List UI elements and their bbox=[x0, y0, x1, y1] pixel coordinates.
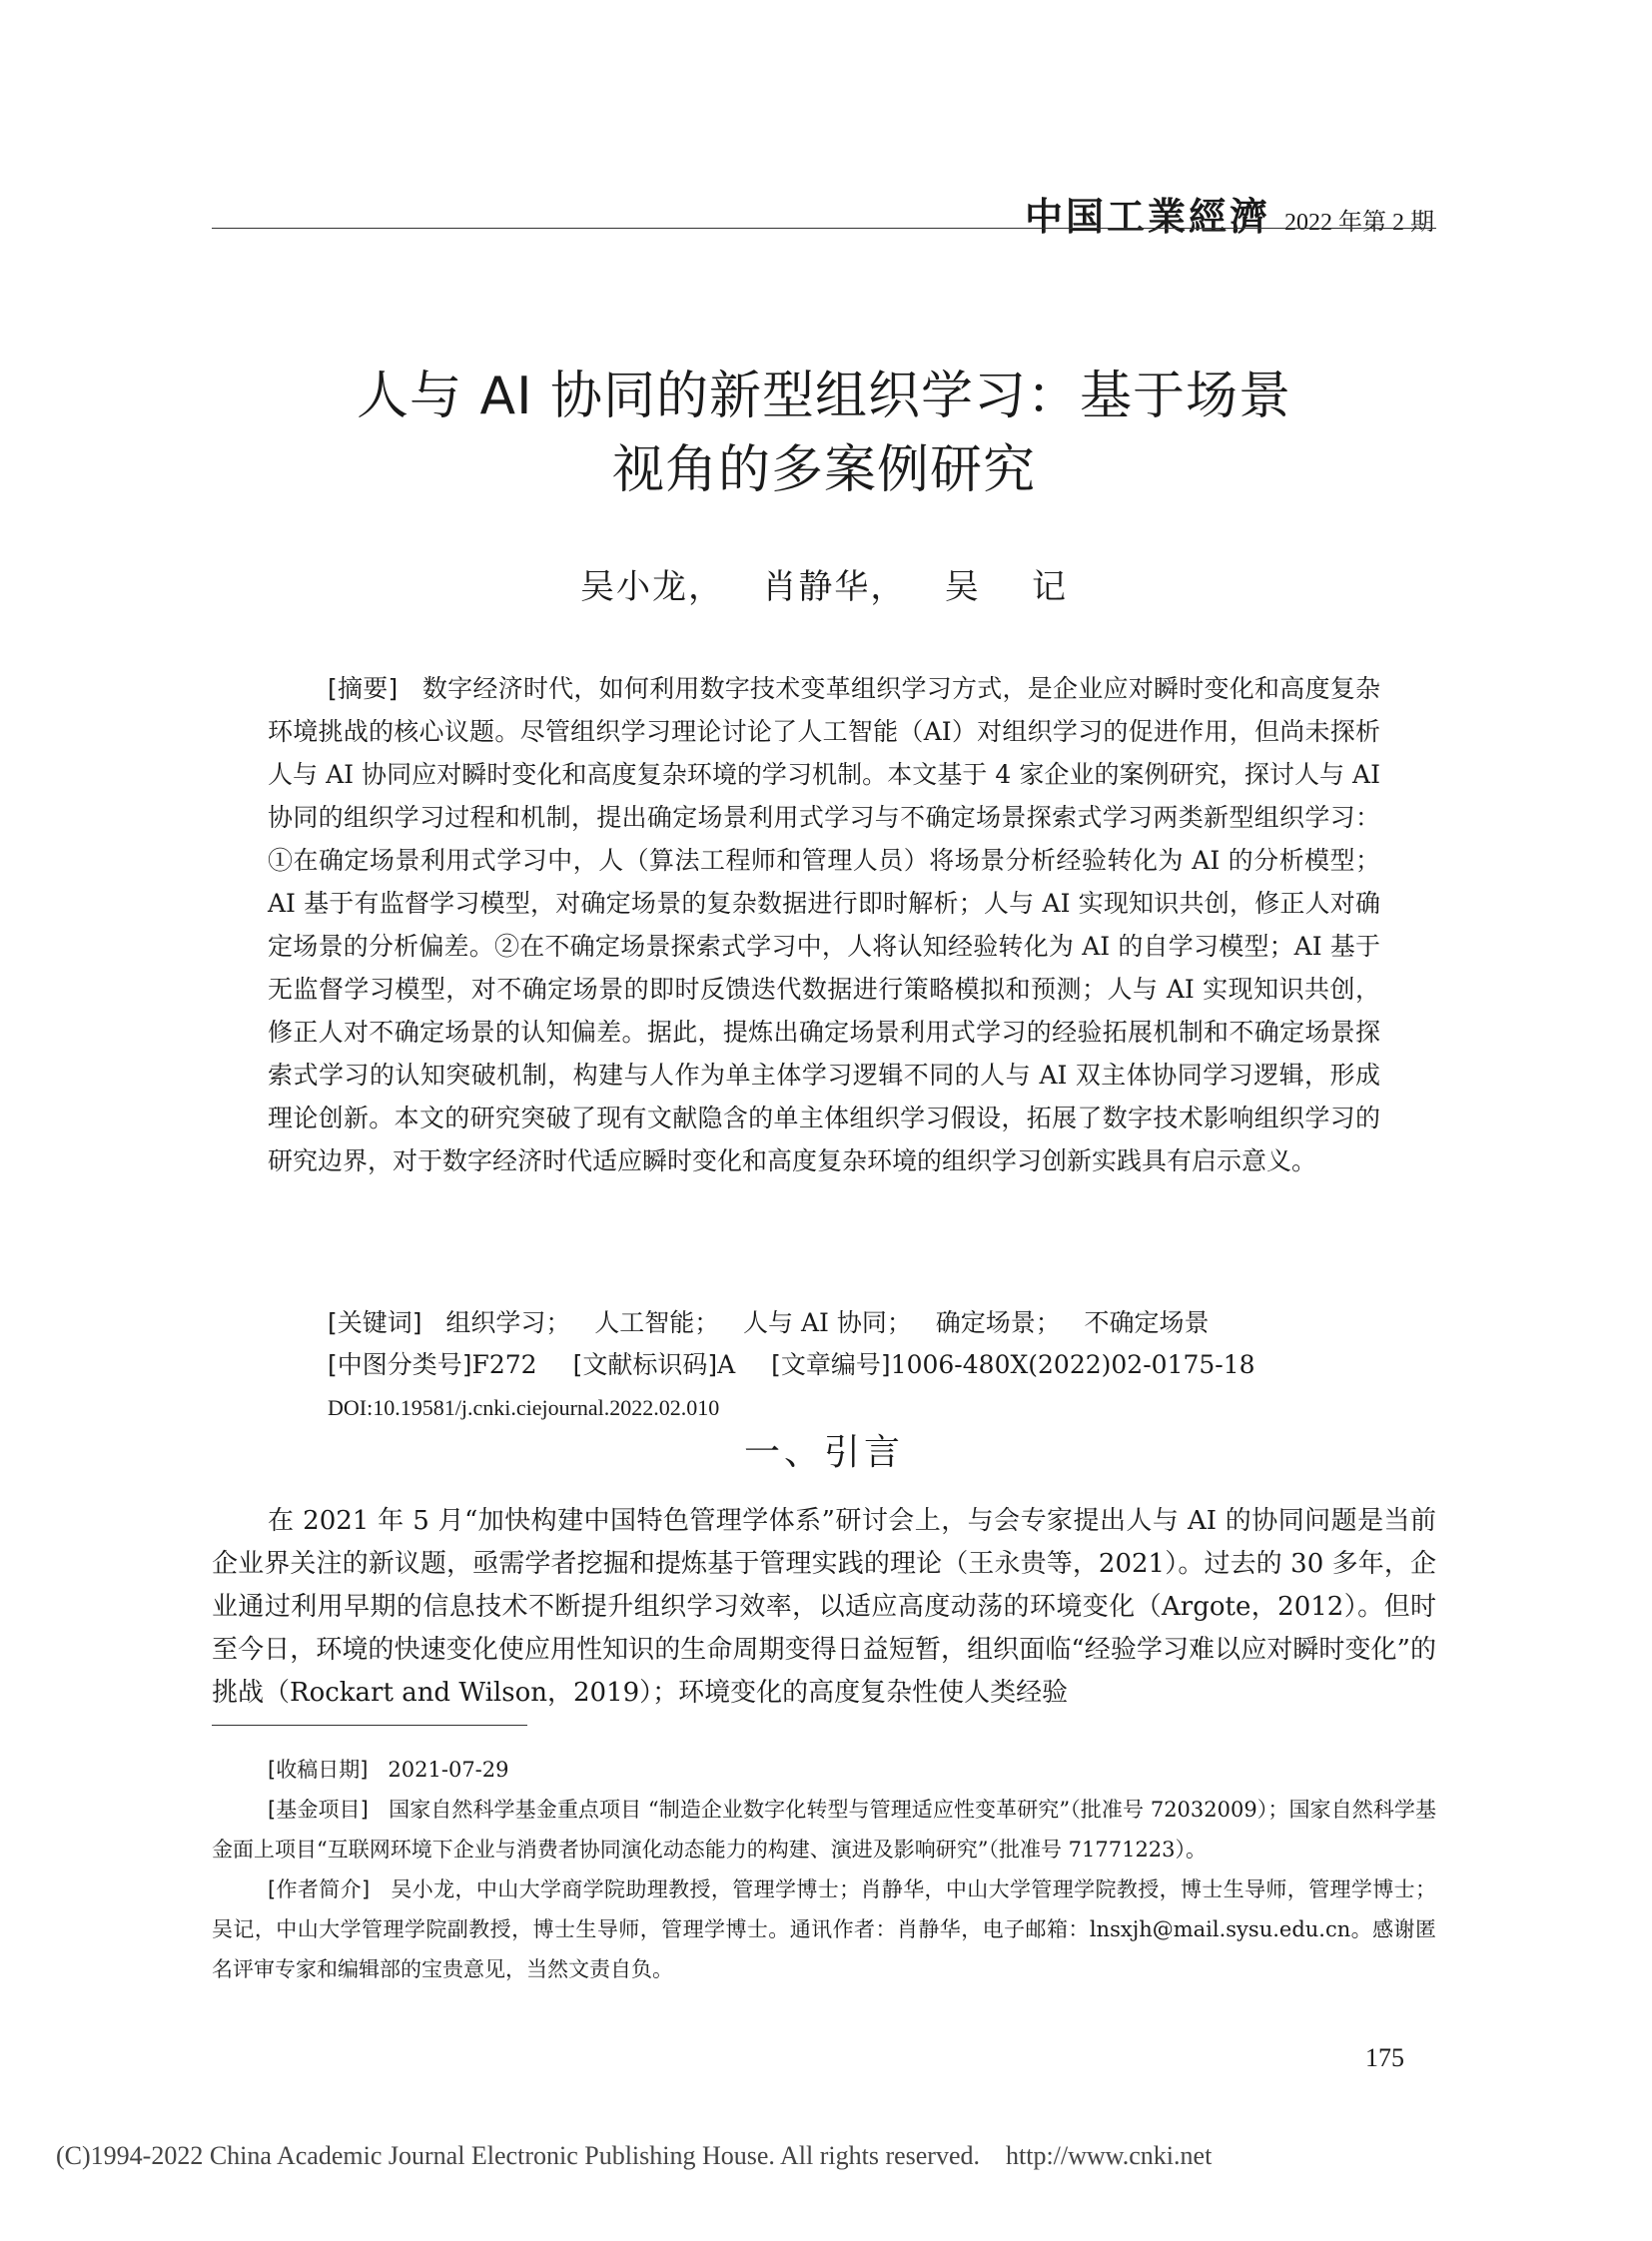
author-list: 吴小龙， 肖静华， 吴 记 bbox=[579, 567, 1069, 607]
page-number: 175 bbox=[1365, 2043, 1404, 2072]
title-line-2: 视角的多案例研究 bbox=[611, 440, 1036, 500]
article-no-value: 1006-480X(2022)02-0175-18 bbox=[890, 1350, 1255, 1379]
copyright-text: (C)1994-2022 China Academic Journal Electronic Publishing House. All rights reserved. bbox=[56, 2141, 980, 2170]
keywords bbox=[328, 1302, 1386, 1344]
abstract-text: 数字经济时代，如何利用数字技术变革组织学习方式，是企业应对瞬时变化和高度复杂环境挑战的核心议题。尽管组织学习理论讨论了人工智能（AI）对组织学习的促进作用，但尚未探析人与 AI 协同应对瞬时变化和高度复杂环境的学习机制。本文基于 4 家企业的案例研究，探讨人与 AI 协同的组织学习过程和机制，提出确定场景利用式学习与不确定场景探索式学习两类新型组织学习：①在确定场景利用式学习中，人（算法工程师和管理人员）将场景分析经验转化为 AI 的分析模型；AI 基于有监督学习模型，对确定场景的复杂数据进行即时解析；人与 AI 实现知识共创，修正人对确定场景的分析偏差。②在不确定场景探索式学习中，人将认知经验转化为 AI 的自学习模型；AI 基于无监督学习模型，对不确定场景的即时反馈迭代数据进行策略模拟和预测；人与 AI 实现知识共创，修正人对不确定场景的认知偏差。据此，提炼出确定场景利用式学习的经验拓展机制和不确定场景探索式学习的认知突破机制，构建与人作为单主体学习逻辑不同的人与 AI 双主体协同学习逻辑，形成理论创新。本文的研究突破了现有文献隐含的单主体组织学习假设，拓展了数字技术影响组织学习的研究边界，对于数字经济时代适应瞬时变化和高度复杂环境的组织学习创新实践具有启示意义。 bbox=[268, 674, 1380, 1175]
title-line-1: 人与 AI 协同的新型组织学习：基于场景 bbox=[357, 367, 1291, 426]
running-header bbox=[1025, 186, 1434, 241]
doi: DOI:10.19581/j.cnki.ciejournal.2022.02.010 bbox=[328, 1395, 720, 1420]
clc-value: F272 bbox=[471, 1350, 537, 1379]
doc-code-label: [文献标识码] bbox=[572, 1350, 718, 1379]
classification-line bbox=[328, 1344, 1386, 1386]
author-info-text: 吴小龙，中山大学商学院助理教授，管理学博士；肖静华，中山大学管理学院教授，博士生导师，管理学博士；吴记，中山大学管理学院副教授，博士生导师，管理学博士。通讯作者：肖静华，电子邮箱：lnsxjh@mail.sysu.edu.cn。感谢匿名评审专家和编辑部的宝贵意见，当然文责自负。 bbox=[212, 1877, 1437, 1981]
journal-issue: 2022 年第 2 期 bbox=[1284, 210, 1434, 236]
section-heading: 一、引言 bbox=[743, 1432, 904, 1473]
abstract-label: [摘要] bbox=[328, 674, 399, 703]
received-value: 2021-07-29 bbox=[388, 1758, 509, 1782]
article-no-label: [文章编号] bbox=[771, 1350, 891, 1379]
doc-code-value: A bbox=[717, 1350, 736, 1379]
footnote-fund bbox=[212, 1790, 1436, 1869]
header-divider bbox=[212, 228, 1436, 229]
clc-label: [中图分类号] bbox=[328, 1350, 472, 1379]
received-label: [收稿日期] bbox=[268, 1758, 369, 1782]
footnote-divider bbox=[212, 1725, 527, 1726]
abstract bbox=[268, 667, 1380, 1182]
footnote-author bbox=[212, 1869, 1436, 1989]
keywords-label: [关键词] bbox=[328, 1308, 422, 1337]
footnote-received bbox=[212, 1750, 1436, 1790]
fund-label: [基金项目] bbox=[268, 1798, 369, 1822]
copyright-line bbox=[56, 2141, 1212, 2171]
journal-logo: 中国工業經濟 bbox=[1024, 194, 1270, 239]
paper-title bbox=[212, 360, 1436, 507]
footnotes bbox=[212, 1750, 1436, 1989]
cnki-link[interactable]: http://www.cnki.net bbox=[1006, 2141, 1213, 2170]
body-paragraph: 在 2021 年 5 月“加快构建中国特色管理学体系”研讨会上，与会专家提出人与 AI 的协同问题是当前企业界关注的新议题，亟需学者挖掘和提炼基于管理实践的理论（王永贵等，2021）。过去的 30 多年，企业通过利用早期的信息技术不断提升组织学习效率，以适应高度动荡的环境变化（Argote，2012）。但时至今日，环境的快速变化使应用性知识的生命周期变得日益短暂，组织面临“经验学习难以应对瞬时变化”的挑战（Rockart and Wilson，2019）；环境变化的高度复杂性使人类经验 bbox=[212, 1506, 1436, 1708]
keywords-text: 组织学习； 人工智能； 人与 AI 协同； 确定场景； 不确定场景 bbox=[445, 1308, 1210, 1337]
fund-text: 国家自然科学基金重点项目 “制造企业数字化转型与管理适应性变革研究”（批准号 72032009）；国家自然科学基金面上项目“互联网环境下企业与消费者协同演化动态能力的构建、演进及影响研究”（批准号 71771223）。 bbox=[212, 1798, 1436, 1862]
author-info-label: [作者简介] bbox=[268, 1877, 371, 1901]
